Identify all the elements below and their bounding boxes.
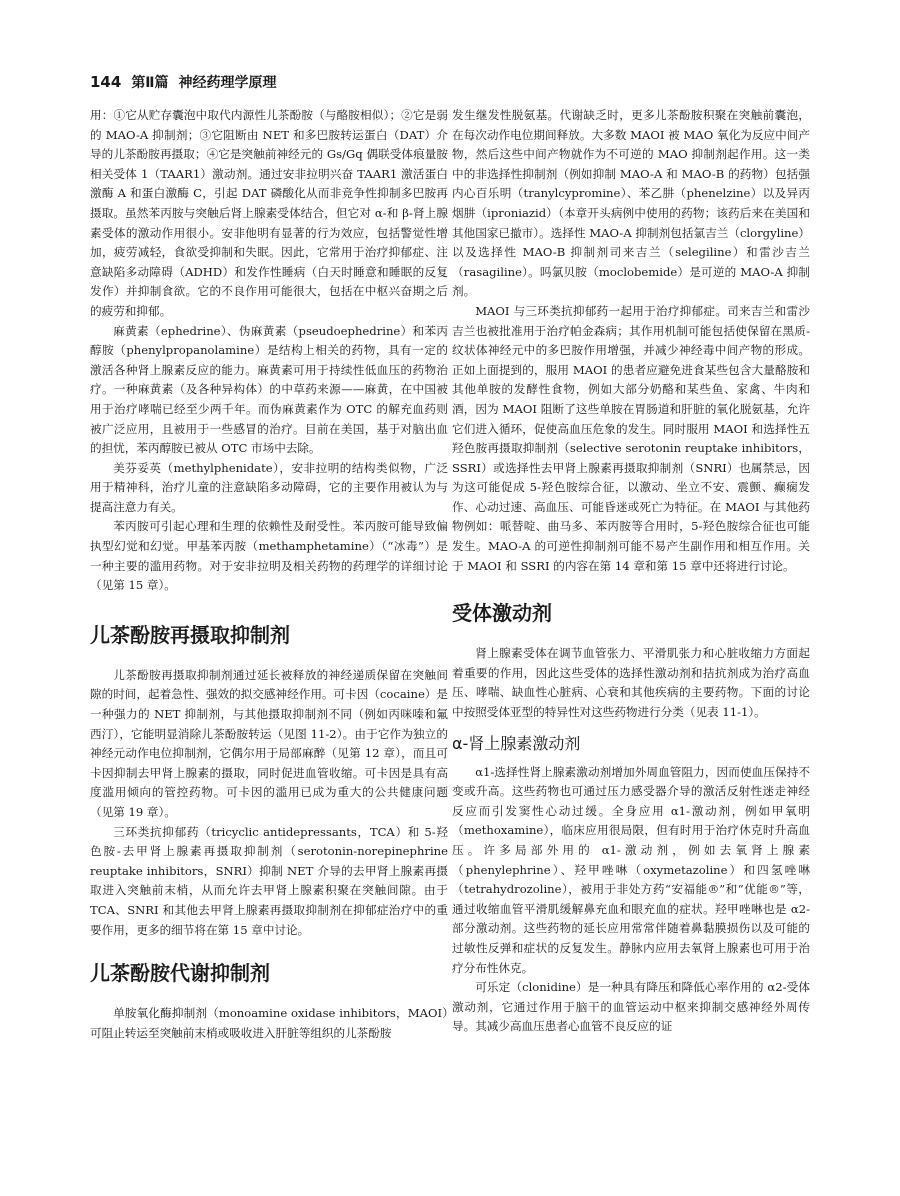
book-title: 神经药理学原理 [178,75,277,91]
paragraph: 单胺氧化酶抑制剂（monoamine oxidase inhibitors，MAOI）可阻止转运至突触前末梢或吸收进入肝脏等组织的儿茶酚胺 [90,1006,448,1040]
section-heading-reuptake: 儿茶酚胺再摄取抑制剂 [90,622,290,647]
paragraph: 苯丙胺可引起心理和生理的依赖性及耐受性。苯丙胺可能导致偏执型幻觉和幻觉。甲基苯丙胺（methamphetamine）（“冰毒”）是一种主要的滥用药物。对于安非拉明及相关药物的药理学的详细讨论（见第 15 章）。 [90,519,448,593]
left-column [90,106,448,1043]
paragraph: 用：①它从贮存囊泡中取代内源性儿茶酚胺（与酪胺相似）；②它是弱的 MAO-A 抑制剂；③它阻断由 NET 和多巴胺转运蛋白（DAT）介导的儿茶酚胺再摄取；④它是突触前神经元的 Gs/Gq 偶联受体痕量胺相关受体 1（TAAR1）激动剂。通过安非拉明兴奋 TAAR1 激活蛋白激酶 A 和蛋白激酶 C，引起 DAT 磷酸化从而非竞争性抑制多巴胺再摄取。虽然苯丙胺与突触后肾上腺素受体结合，但它对 α-和 β-肾上腺素受体的激动作用很小。安非他明有显著的行为效应，包括警觉性增加，疲劳减轻，食欲受抑制和失眠。因此，它常用于治疗抑郁症、注意缺陷多动障碍（ADHD）和发作性睡病（白天时睡意和睡眠的反复发作）并抑制食欲。它的不良作用可能很大，包括在中枢兴奋期之后的疲劳和抑郁。 [90,108,448,318]
part-label: 第Ⅱ篇 [131,75,169,91]
paragraph: 肾上腺素受体在调节血管张力、平滑肌张力和心脏收缩力方面起着重要的作用，因此这些受体的选择性激动剂和拮抗剂成为治疗高血压、哮喘、缺血性心脏病、心衰和其他疾病的主要药物。下面的讨论中按照受体亚型的特异性对这些药物进行分类（见表 11-1）。 [452,646,810,720]
paragraph: MAOI 与三环类抗抑郁药一起用于治疗抑郁症。司来吉兰和雷沙吉兰也被批准用于治疗帕金森病；其作用机制可能包括使保留在黑质-纹状体神经元中的多巴胺作用增强，并减少神经毒中间产物的形成。正如上面提到的，服用 MAOI 的患者应避免进食某些包含大量酪胺和其他单胺的发酵性食物，例如大部分奶酪和某些鱼、家禽、牛肉和酒，因为 MAOI 阻断了这些单胺在胃肠道和肝脏的氧化脱氨基，允许它们进入循环，促使高血压危象的发生。同时服用 MAOI 和选择性五羟色胺再摄取抑制剂（selective serotonin reuptake inhibitors，SSRI）或选择性去甲肾上腺素再摄取抑制剂（SNRI）也属禁忌，因为这可能促成 5-羟色胺综合征，以激动、坐立不安、震颤、癫痫发作、心动过速、高血压、可能昏迷或死亡为特征。在 MAOI 与其他药物例如：哌替啶、曲马多、苯丙胺等合用时，5-羟色胺综合征也可能发生。MAO-A 的可逆性抑制剂可能不易产生副作用和相互作用。关于 MAOI 和 SSRI 的内容在第 14 章和第 15 章中还将进行讨论。 [452,303,810,573]
page-number: 144 [90,73,122,91]
paragraph: 发生继发性脱氨基。代谢缺乏时，更多儿茶酚胺积聚在突触前囊泡，在每次动作电位期间释放。大多数 MAOI 被 MAO 氧化为反应中间产物，然后这些中间产物就作为不可逆的 MAO 抑制剂起作用。这一类中的非选择性抑制剂（例如抑制 MAO-A 和 MAO-B 的药物）包括强内心百乐明（tranylcypromine）、苯乙肼（phenelzine）以及异丙烟肼（iproniazid）（本章开头病例中使用的药物；该药后来在美国和其他国家已撤市）。选择性 MAO-A 抑制剂包括氯吉兰（clorgyline）以及选择性 MAO-B 抑制剂司来吉兰（selegiline）和雷沙吉兰（rasagiline）。吗氯贝胺（moclobemide）是可逆的 MAO-A 抑制剂。 [452,108,810,299]
paragraph: 麻黄素（ephedrine）、伪麻黄素（pseudoephedrine）和苯丙醇胺（phenylpropanolamine）是结构上相关的药物，具有一定的激活各种肾上腺素反应的能力。麻黄素可用于持续性低血压的药物治疗。一种麻黄素（及各种异构体）的中草药来源——麻黄，在中国被用于治疗哮喘已经至少两千年。而伪麻黄素作为 OTC 的解充血药则被广泛应用，且被用于一些感冒的治疗。目前在美国，基于对脑出血的担忧，苯丙醇胺已被从 OTC 市场中去除。 [90,323,448,456]
paragraph: 三环类抗抑郁药（tricyclic antidepressants，TCA）和 5-羟色胺-去甲肾上腺素再摄取抑制剂（serotonin-norepinephrine reuptake inhibitors，SNRI）抑制 NET 介导的去甲肾上腺素再摄取进入突触前末梢，从而允许去甲肾上腺素积聚在突触间隙。由于 TCA、SNRI 和其他去甲肾上腺素再摄取抑制剂在抑郁症治疗中的重要作用，更多的细节将在第 15 章中讨论。 [90,824,448,937]
paragraph: 美芬妥英（methylphenidate），安非拉明的结构类似物，广泛用于精神科，治疗儿童的注意缺陷多动障碍，它的主要作用被认为与提高注意力有关。 [90,460,448,514]
paragraph: α1-选择性肾上腺素激动剂增加外周血管阻力，因而使血压保持不变或升高。这些药物也可通过压力感受器介导的激活反射性迷走神经反应而引发窦性心动过缓。全身应用 α1-激动剂，例如甲氧明（methoxamine），临床应用很局限，但有时用于治疗休克时升高血压。许多局部外用的 α1-激动剂，例如去氧肾上腺素（phenylephrine）、羟甲唑啉（oxymetazoline）和四氢唑啉（tetrahydrozoline），被用于非处方药“安福能®”和“优能®”等，通过收缩血管平滑肌缓解鼻充血和眼充血的症状。羟甲唑啉也是 α2-部分激动剂。这些药物的延长应用常常伴随着鼻黏膜损伤以及可能的过敏性反弹和症状的反复发生。静脉内应用去氧肾上腺素也可用于治疗分布性休克。 [452,764,810,975]
paragraph: 儿茶酚胺再摄取抑制剂通过延长被释放的神经递质保留在突触间隙的时间，起着急性、强效的拟交感神经作用。可卡因（cocaine）是一种强力的 NET 抑制剂，与其他摄取抑制剂不同（例如丙咪嗪和氟西汀），它能明显消除儿茶酚胺转运（见图 11-2）。由于它作为独立的神经元动作电位抑制剂，它偶尔用于局部麻醉（见第 12 章），而且可卡因抑制去甲肾上腺素的摄取，同时促进血管收缩。可卡因是具有高度滥用倾向的管控药物。可卡因的滥用已成为重大的公共健康问题（见第 19 章）。 [90,667,448,819]
paragraph: 可乐定（clonidine）是一种具有降压和降低心率作用的 α2-受体激动剂，它通过作用于脑干的血管运动中枢来抑制交感神经外周传导。其减少高血压患者心血管不良反应的证 [452,980,810,1034]
running-header [90,72,277,98]
right-column [452,106,810,1037]
section-heading-agonists: 受体激动剂 [452,601,552,626]
section-heading-metabolism: 儿茶酚胺代谢抑制剂 [90,961,270,986]
subsection-heading-alpha: α-肾上腺素激动剂 [452,733,581,753]
